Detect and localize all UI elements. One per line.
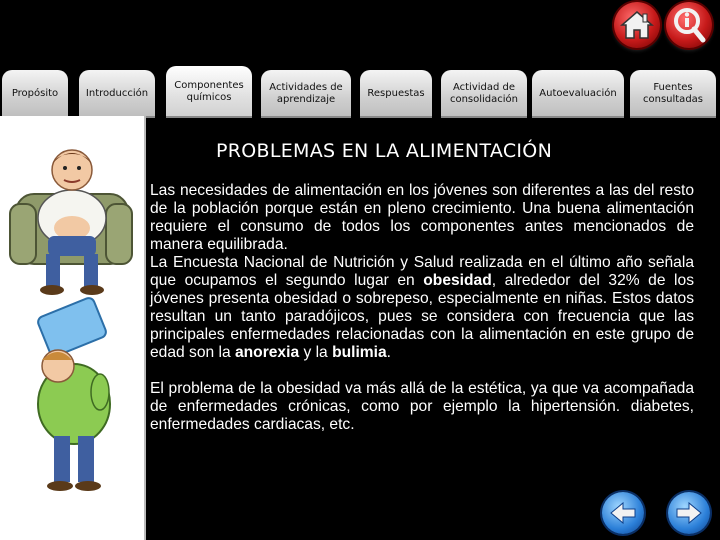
paragraph-2-text: y la <box>299 344 333 361</box>
home-icon <box>620 10 654 40</box>
tab-componentes-quimicos[interactable] <box>166 66 252 118</box>
person-carrying-box-illustration <box>2 296 142 496</box>
paragraph-3: El problema de la obesidad va más allá de la estética, ya que va acompañada de enfermedades crónicas, como por ejemplo la hipertensión. diabetes, enfermedades cardiacas, etc. <box>150 380 694 433</box>
arrow-left-icon <box>609 501 637 525</box>
tab-label: Introducción <box>85 88 149 99</box>
tab-label: Propósito <box>11 88 59 99</box>
next-button[interactable] <box>668 492 710 534</box>
info-icon <box>672 7 706 43</box>
tab-label: Respuestas <box>367 88 425 99</box>
tab-proposito[interactable] <box>2 70 68 118</box>
home-button[interactable] <box>614 2 660 48</box>
keyword-anorexia: anorexia <box>234 344 300 361</box>
tab-label: Actividades de aprendizaje <box>269 82 343 105</box>
tab-label: Componentes químicos <box>174 80 244 103</box>
keyword-obesidad: obesidad <box>423 272 492 289</box>
page-title: PROBLEMAS EN LA ALIMENTACIÓN <box>216 140 553 162</box>
arrow-right-icon <box>675 501 703 525</box>
paragraph-2-text: , alrededor del 32% de los jóvenes presenta obesidad o sobrepeso, especialmente en niñas. Estos datos resultan un tanto paradójicos, pues se considera con frecuencia que las principales enfermedades relacionadas con la alimentación en este grupo de edad son la <box>150 272 694 361</box>
paragraph-2-text: . <box>386 344 391 361</box>
tab-label: Autoevaluación <box>539 88 617 99</box>
content-body <box>150 182 694 434</box>
tab-label: Actividad de consolidación <box>449 82 519 105</box>
tab-introduccion[interactable] <box>79 70 155 118</box>
obese-man-on-couch-illustration <box>2 136 142 296</box>
keyword-bulimia: bulimia <box>332 344 387 361</box>
tab-label: Fuentes consultadas <box>642 82 703 105</box>
tab-actividades-aprendizaje[interactable] <box>261 70 351 118</box>
tab-bar <box>0 70 720 120</box>
tab-respuestas[interactable] <box>360 70 432 118</box>
paragraph-2 <box>150 254 694 362</box>
paragraph-2-text: La Encuesta Nacional de Nutrición y Salud realizada en el último año señala que ocupamos el segundo lugar en <box>150 254 694 289</box>
illustration-panel <box>0 116 146 540</box>
info-button[interactable] <box>666 2 712 48</box>
tab-autoevaluacion[interactable] <box>532 70 624 118</box>
previous-button[interactable] <box>602 492 644 534</box>
tab-fuentes-consultadas[interactable] <box>630 70 716 118</box>
paragraph-1: Las necesidades de alimentación en los jóvenes son diferentes a las del resto de la población porque están en pleno crecimiento. Una buena alimentación requiere el consumo de todos los componentes antes mencionados de manera equilibrada. <box>150 182 694 253</box>
tab-actividad-consolidacion[interactable] <box>441 70 527 118</box>
